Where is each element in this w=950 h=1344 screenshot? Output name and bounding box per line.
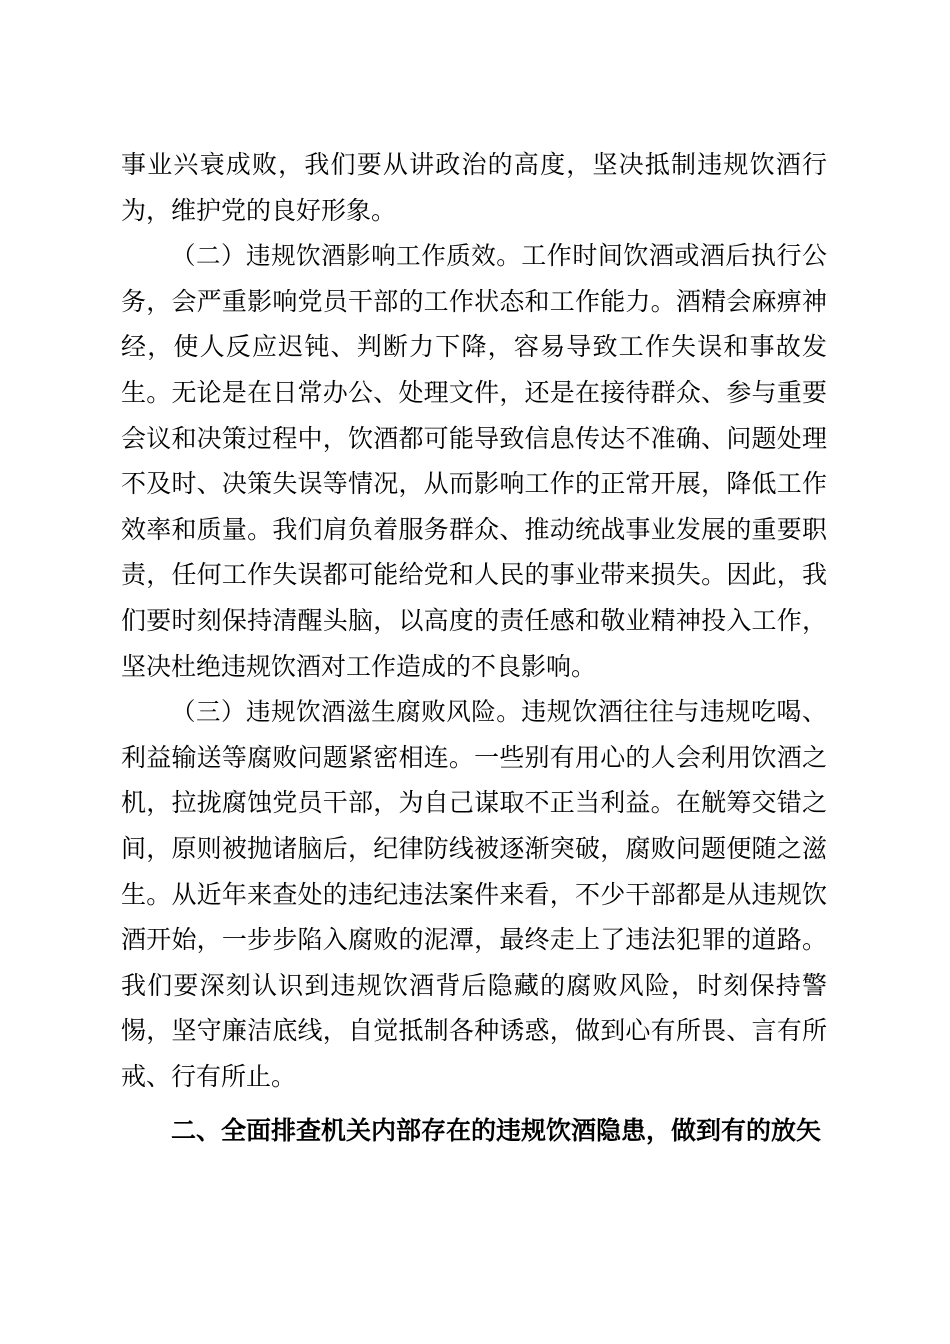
paragraph-work-efficiency — [121, 233, 827, 689]
paragraph-continuation — [121, 142, 827, 233]
document-body — [121, 142, 827, 1155]
paragraph-text: 违规饮酒往往与违规吃喝、利益输送等腐败问题紧密相连。一些别有用心的人会利用饮酒之机，拉拢腐蚀党员干部，为自己谋取不正当利益。在觥筹交错之间，原则被抛诸脑后，纪律防线被逐渐突破，腐败问题便随之滋生。从近年来查处的违纪违法案件来看，不少干部都是从违规饮酒开始，一步步陷入腐败的泥潭，最终走上了违法犯罪的道路。我们要深刻认识到违规饮酒背后隐藏的腐败风险，时刻保持警惕，坚守廉洁底线，自觉抵制各种诱惑，做到心有所畏、言有所戒、行有所止。 — [121, 697, 827, 1091]
subheading-work-efficiency: （二）违规饮酒影响工作质效。 — [171, 241, 522, 271]
paragraph-text: 事业兴衰成败，我们要从讲政治的高度，坚决抵制违规饮酒行为，维护党的良好形象。 — [121, 150, 827, 225]
section-heading-2: 二、全面排查机关内部存在的违规饮酒隐患，做到有的放矢 — [171, 1116, 822, 1146]
paragraph-corruption-risk — [121, 689, 827, 1099]
subheading-corruption-risk: （三）违规饮酒滋生腐败风险。 — [171, 697, 522, 727]
paragraph-text: 工作时间饮酒或酒后执行公务，会严重影响党员干部的工作状态和工作能力。酒精会麻痹神经，使人反应迟钝、判断力下降，容易导致工作失误和事故发生。无论是在日常办公、处理文件，还是在接待群众、参与重要会议和决策过程中，饮酒都可能导致信息传达不准确、问题处理不及时、决策失误等情况，从而影响工作的正常开展，降低工作效率和质量。我们肩负着服务群众、推动统战事业发展的重要职责，任何工作失误都可能给党和人民的事业带来损失。因此，我们要时刻保持清醒头脑，以高度的责任感和敬业精神投入工作，坚决杜绝违规饮酒对工作造成的不良影响。 — [121, 241, 827, 681]
